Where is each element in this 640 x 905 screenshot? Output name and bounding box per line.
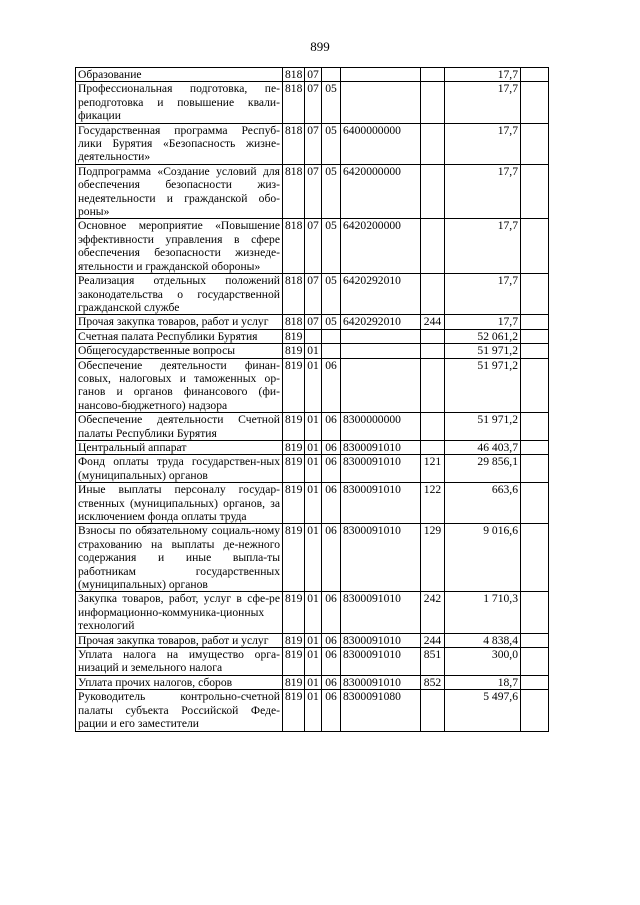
section-code-cell: 07 <box>305 82 322 123</box>
amount-cell: 17,7 <box>445 82 521 123</box>
row-name-cell: Общегосударственные вопросы <box>76 344 283 358</box>
subsection-code-cell: 06 <box>322 633 341 647</box>
table-row <box>76 413 549 441</box>
table-row <box>76 524 549 592</box>
expense-type-cell: 129 <box>421 524 445 592</box>
table-row <box>76 483 549 524</box>
section-code-cell <box>305 329 322 343</box>
target-article-cell: 8300091080 <box>341 690 421 731</box>
amount-cell: 29 856,1 <box>445 455 521 483</box>
ministry-code-cell: 819 <box>283 690 305 731</box>
subsection-code-cell <box>322 344 341 358</box>
subsection-code-cell: 06 <box>322 592 341 633</box>
row-name-cell: Счетная палата Республики Бурятия <box>76 329 283 343</box>
subsection-code-cell: 06 <box>322 648 341 676</box>
table-row <box>76 455 549 483</box>
amount-cell: 1 710,3 <box>445 592 521 633</box>
section-code-cell: 01 <box>305 440 322 454</box>
target-article-cell: 6420292010 <box>341 315 421 329</box>
ministry-code-cell: 819 <box>283 483 305 524</box>
amount-cell: 51 971,2 <box>445 358 521 413</box>
empty-cell <box>521 68 549 82</box>
expense-type-cell <box>421 344 445 358</box>
target-article-cell: 8300091010 <box>341 440 421 454</box>
empty-cell <box>521 329 549 343</box>
amount-cell: 52 061,2 <box>445 329 521 343</box>
expense-type-cell: 851 <box>421 648 445 676</box>
target-article-cell: 8300000000 <box>341 413 421 441</box>
table-row <box>76 123 549 164</box>
subsection-code-cell: 06 <box>322 455 341 483</box>
row-name-cell: Центральный аппарат <box>76 440 283 454</box>
expense-type-cell <box>421 358 445 413</box>
amount-cell: 663,6 <box>445 483 521 524</box>
amount-cell: 9 016,6 <box>445 524 521 592</box>
expense-type-cell: 244 <box>421 315 445 329</box>
ministry-code-cell: 819 <box>283 413 305 441</box>
table-row <box>76 440 549 454</box>
subsection-code-cell: 06 <box>322 440 341 454</box>
expense-type-cell: 244 <box>421 633 445 647</box>
ministry-code-cell: 818 <box>283 315 305 329</box>
empty-cell <box>521 82 549 123</box>
subsection-code-cell: 06 <box>322 483 341 524</box>
section-code-cell: 01 <box>305 344 322 358</box>
amount-cell: 4 838,4 <box>445 633 521 647</box>
section-code-cell: 07 <box>305 219 322 274</box>
subsection-code-cell: 06 <box>322 524 341 592</box>
ministry-code-cell: 818 <box>283 219 305 274</box>
row-name-cell: Основное мероприятие «Повышение эффективности управления в сфере обеспечения безопасности жизнеде-ятельности и гражданской обороны» <box>76 219 283 274</box>
target-article-cell: 8300091010 <box>341 524 421 592</box>
target-article-cell: 8300091010 <box>341 455 421 483</box>
expense-type-cell: 852 <box>421 675 445 689</box>
row-name-cell: Обеспечение деятельности Счетной палаты Республики Бурятия <box>76 413 283 441</box>
target-article-cell <box>341 329 421 343</box>
empty-cell <box>521 483 549 524</box>
table-row <box>76 648 549 676</box>
section-code-cell: 01 <box>305 675 322 689</box>
ministry-code-cell: 818 <box>283 274 305 315</box>
subsection-code-cell <box>322 329 341 343</box>
subsection-code-cell: 06 <box>322 675 341 689</box>
empty-cell <box>521 648 549 676</box>
section-code-cell: 01 <box>305 633 322 647</box>
target-article-cell <box>341 68 421 82</box>
subsection-code-cell: 06 <box>322 690 341 731</box>
table-row <box>76 592 549 633</box>
section-code-cell: 07 <box>305 68 322 82</box>
amount-cell: 5 497,6 <box>445 690 521 731</box>
empty-cell <box>521 358 549 413</box>
row-name-cell: Реализация отдельных положений законодательства о государственной гражданской службе <box>76 274 283 315</box>
row-name-cell: Подпрограмма «Создание условий для обеспечения безопасности жиз-недеятельности и гражданской обо-роны» <box>76 164 283 219</box>
ministry-code-cell: 819 <box>283 344 305 358</box>
amount-cell: 17,7 <box>445 219 521 274</box>
subsection-code-cell: 05 <box>322 274 341 315</box>
ministry-code-cell: 818 <box>283 82 305 123</box>
empty-cell <box>521 219 549 274</box>
ministry-code-cell: 818 <box>283 123 305 164</box>
amount-cell: 51 971,2 <box>445 344 521 358</box>
row-name-cell: Фонд оплаты труда государствен-ных (муниципальных) органов <box>76 455 283 483</box>
amount-cell: 17,7 <box>445 315 521 329</box>
expense-type-cell: 121 <box>421 455 445 483</box>
subsection-code-cell <box>322 68 341 82</box>
empty-cell <box>521 274 549 315</box>
section-code-cell: 01 <box>305 592 322 633</box>
expense-type-cell: 122 <box>421 483 445 524</box>
page-number: 899 <box>310 39 330 54</box>
budget-table <box>75 67 549 732</box>
section-code-cell: 07 <box>305 123 322 164</box>
amount-cell: 18,7 <box>445 675 521 689</box>
amount-cell: 46 403,7 <box>445 440 521 454</box>
expense-type-cell <box>421 413 445 441</box>
target-article-cell: 6420200000 <box>341 219 421 274</box>
empty-cell <box>521 690 549 731</box>
empty-cell <box>521 592 549 633</box>
row-name-cell: Уплата прочих налогов, сборов <box>76 675 283 689</box>
empty-cell <box>521 344 549 358</box>
section-code-cell: 01 <box>305 690 322 731</box>
table-row <box>76 164 549 219</box>
expense-type-cell <box>421 68 445 82</box>
row-name-cell: Прочая закупка товаров, работ и услуг <box>76 315 283 329</box>
row-name-cell: Руководитель контрольно-счетной палаты субъекта Российской Феде-рации и его заместители <box>76 690 283 731</box>
expense-type-cell <box>421 690 445 731</box>
table-row <box>76 633 549 647</box>
target-article-cell: 8300091010 <box>341 483 421 524</box>
row-name-cell: Государственная программа Респуб-лики Бурятия «Безопасность жизне-деятельности» <box>76 123 283 164</box>
table-row <box>76 274 549 315</box>
table-row <box>76 219 549 274</box>
section-code-cell: 01 <box>305 413 322 441</box>
target-article-cell: 6420000000 <box>341 164 421 219</box>
target-article-cell: 8300091010 <box>341 592 421 633</box>
empty-cell <box>521 675 549 689</box>
section-code-cell: 01 <box>305 648 322 676</box>
expense-type-cell <box>421 219 445 274</box>
subsection-code-cell: 05 <box>322 219 341 274</box>
target-article-cell: 8300091010 <box>341 633 421 647</box>
expense-type-cell <box>421 440 445 454</box>
amount-cell: 17,7 <box>445 68 521 82</box>
amount-cell: 17,7 <box>445 274 521 315</box>
section-code-cell: 01 <box>305 483 322 524</box>
ministry-code-cell: 819 <box>283 524 305 592</box>
target-article-cell: 6420292010 <box>341 274 421 315</box>
section-code-cell: 01 <box>305 524 322 592</box>
table-row <box>76 358 549 413</box>
ministry-code-cell: 819 <box>283 648 305 676</box>
ministry-code-cell: 819 <box>283 455 305 483</box>
expense-type-cell <box>421 82 445 123</box>
table-row <box>76 329 549 343</box>
ministry-code-cell: 819 <box>283 358 305 413</box>
subsection-code-cell: 05 <box>322 315 341 329</box>
target-article-cell <box>341 358 421 413</box>
ministry-code-cell: 819 <box>283 633 305 647</box>
table-row <box>76 82 549 123</box>
ministry-code-cell: 818 <box>283 68 305 82</box>
row-name-cell: Прочая закупка товаров, работ и услуг <box>76 633 283 647</box>
target-article-cell <box>341 82 421 123</box>
expense-type-cell <box>421 123 445 164</box>
ministry-code-cell: 818 <box>283 164 305 219</box>
expense-type-cell <box>421 329 445 343</box>
row-name-cell: Взносы по обязательному социаль-ному страхованию на выплаты де-нежного содержания и иные выпла-ты работникам государственных (муниципальных) органов <box>76 524 283 592</box>
amount-cell: 300,0 <box>445 648 521 676</box>
ministry-code-cell: 819 <box>283 440 305 454</box>
section-code-cell: 07 <box>305 164 322 219</box>
table-row <box>76 344 549 358</box>
ministry-code-cell: 819 <box>283 675 305 689</box>
subsection-code-cell: 05 <box>322 82 341 123</box>
expense-type-cell <box>421 164 445 219</box>
target-article-cell: 6400000000 <box>341 123 421 164</box>
empty-cell <box>521 413 549 441</box>
row-name-cell: Закупка товаров, работ, услуг в сфе-ре информационно-коммуника-ционных технологий <box>76 592 283 633</box>
row-name-cell: Обеспечение деятельности финан-совых, налоговых и таможенных ор-ганов и органов финансового (фи-нансово-бюджетного) надзора <box>76 358 283 413</box>
empty-cell <box>521 633 549 647</box>
expense-type-cell: 242 <box>421 592 445 633</box>
table-row <box>76 68 549 82</box>
row-name-cell: Образование <box>76 68 283 82</box>
empty-cell <box>521 164 549 219</box>
ministry-code-cell: 819 <box>283 329 305 343</box>
target-article-cell <box>341 344 421 358</box>
target-article-cell: 8300091010 <box>341 648 421 676</box>
subsection-code-cell: 05 <box>322 164 341 219</box>
target-article-cell: 8300091010 <box>341 675 421 689</box>
section-code-cell: 07 <box>305 274 322 315</box>
empty-cell <box>521 455 549 483</box>
row-name-cell: Уплата налога на имущество орга-низаций и земельного налога <box>76 648 283 676</box>
section-code-cell: 07 <box>305 315 322 329</box>
row-name-cell: Иные выплаты персоналу государ-ственных (муниципальных) органов, за исключением фонда оплаты труда <box>76 483 283 524</box>
subsection-code-cell: 06 <box>322 413 341 441</box>
amount-cell: 17,7 <box>445 164 521 219</box>
ministry-code-cell: 819 <box>283 592 305 633</box>
table-row <box>76 690 549 731</box>
empty-cell <box>521 123 549 164</box>
table-row <box>76 315 549 329</box>
section-code-cell: 01 <box>305 358 322 413</box>
empty-cell <box>521 524 549 592</box>
subsection-code-cell: 06 <box>322 358 341 413</box>
table-row <box>76 675 549 689</box>
budget-table-body <box>76 68 549 732</box>
empty-cell <box>521 315 549 329</box>
amount-cell: 17,7 <box>445 123 521 164</box>
row-name-cell: Профессиональная подготовка, пе-реподготовка и повышение квали-фикации <box>76 82 283 123</box>
amount-cell: 51 971,2 <box>445 413 521 441</box>
subsection-code-cell: 05 <box>322 123 341 164</box>
section-code-cell: 01 <box>305 455 322 483</box>
expense-type-cell <box>421 274 445 315</box>
empty-cell <box>521 440 549 454</box>
